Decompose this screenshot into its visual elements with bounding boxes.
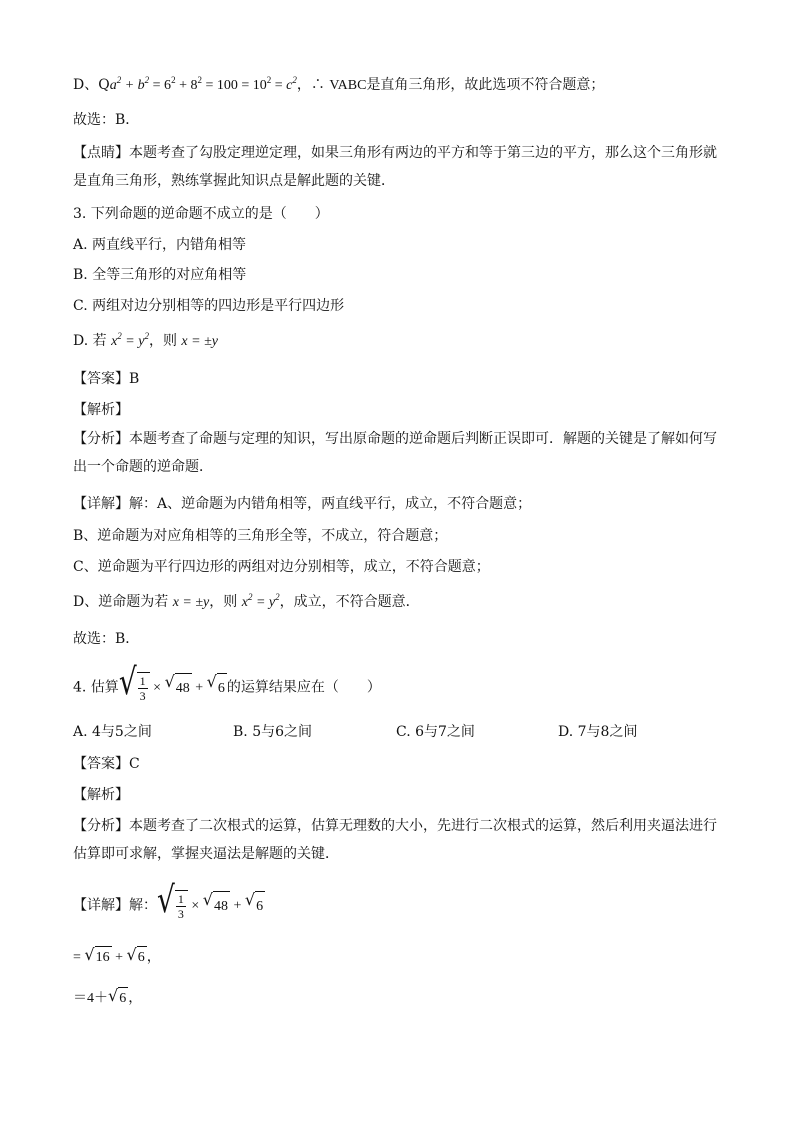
q4-stem-prefix: 4. 估算 <box>73 679 119 696</box>
math-x-pm-y-2: x = ±y <box>172 595 210 610</box>
math-x-pm-y: x = ±y <box>181 334 218 349</box>
math-c2: $c^2$ <box>286 75 297 93</box>
q3-xd-mid: ，则 <box>209 594 242 610</box>
q3-answer: 【答案】B <box>73 371 140 387</box>
prev-question-option-d <box>73 75 604 96</box>
q3-option-a: A. 两直线平行，内错角相等 <box>73 237 247 253</box>
q4-fenxi <box>73 812 723 868</box>
q3-d-mid: ，则 <box>148 333 182 349</box>
q3-xiangjie-a <box>73 494 531 514</box>
q3-xd-tail: ，成立，不符合题意． <box>279 594 420 610</box>
q4-xiangjie-label: 【详解】 <box>73 897 129 914</box>
math-x2-y2-2: $x^2 = y^2$ <box>241 592 280 610</box>
q3-jiexi: 【解析】 <box>73 402 129 418</box>
math-eq: = $6^2 + 8^2 = 100 = 10^2$ = <box>149 75 287 93</box>
math-plus: + <box>191 680 207 696</box>
sqrt-48-2: √ 48 <box>203 891 230 921</box>
q4-option-a: A. 4与5之间 <box>73 724 152 740</box>
sqrt-6: √ 6 <box>207 673 227 703</box>
q3-xd-prefix: D、逆命题为若 <box>73 594 173 610</box>
math-plus-2: + <box>229 898 245 914</box>
q4-stem <box>73 660 381 703</box>
math-x2-y2: $x^2 = y^2$ <box>111 331 149 349</box>
q4-answer: 【答案】C <box>73 756 140 772</box>
math-plus-3: + <box>111 950 127 965</box>
q4-options <box>73 722 723 742</box>
q3-fenxi <box>73 425 723 481</box>
q3-xiangjie-d <box>73 592 420 613</box>
sqrt-6-3: √ 6 <box>127 946 147 968</box>
q4-xiangjie-prefix: 解： <box>129 897 157 914</box>
q4-option-b: B. 5与6之间 <box>233 724 313 740</box>
q3-d-prefix: D. 若 <box>73 333 112 349</box>
q4-xiangjie <box>73 878 265 921</box>
q3-option-b: B. 全等三角形的对应角相等 <box>73 267 247 283</box>
q3-choose: 故选：B． <box>73 631 140 647</box>
option-d-tail: 是直角三角形，故此选项不符合题意； <box>366 77 605 93</box>
q4-step1 <box>73 946 161 968</box>
q4-option-d: D. 7与8之间 <box>558 724 638 740</box>
q4-stem-suffix: 的运算结果应在（ ） <box>226 679 381 696</box>
q3-fenxi-text: 本题考查了命题与定理的知识，写出原命题的逆命题后判断正误即可．解题的关键是了解如何写出一个命题的逆命题． <box>73 431 717 475</box>
math-times-2: × <box>187 898 203 914</box>
q3-option-c: C. 两组对边分别相等的四边形是平行四边形 <box>73 298 345 314</box>
q3-fenxi-label: 【分析】 <box>73 431 129 447</box>
q3-xiangjie-c: C、逆命题为平行四边形的两组对边分别相等，成立，不符合题意； <box>73 559 490 575</box>
q3-xiangjie-label: 【详解】 <box>73 496 129 512</box>
sqrt-6-4: √ 6 <box>108 987 128 1009</box>
q4-jiexi: 【解析】 <box>73 787 129 803</box>
triangle-symbol: VABC <box>329 78 367 93</box>
q3-xiangjie-a-text: 解：A、逆命题为内错角相等，两直线平行，成立，不符合题意； <box>129 496 532 512</box>
q4-step2-tail: ， <box>128 990 143 1006</box>
q3-option-d <box>73 331 218 352</box>
math-eq-step1: = <box>73 950 85 965</box>
dianjing-block <box>73 139 723 195</box>
math-a2-b2: $a^2 + b^2$ <box>109 75 150 93</box>
sqrt-6-2: √ 6 <box>245 891 265 921</box>
choose-b-prev: 故选：B． <box>73 112 140 128</box>
q4-fenxi-label: 【分析】 <box>73 818 129 834</box>
q3-stem: 3. 下列命题的逆命题不成立的是（ ） <box>73 206 329 222</box>
q4-step2 <box>73 987 142 1009</box>
sqrt-16: √ 16 <box>84 946 111 968</box>
option-d-suffix: ，∴ <box>296 77 330 93</box>
q4-option-c: C. 6与7之间 <box>396 724 475 740</box>
math-times: × <box>149 680 165 696</box>
sqrt-48: √ 48 <box>165 673 192 703</box>
sqrt-one-third-2: √ $\frac{1}{3}$ <box>157 890 188 921</box>
sqrt-one-third: √ $\frac{1}{3}$ <box>119 672 150 703</box>
q4-fenxi-text: 本题考查了二次根式的运算，估算无理数的大小，先进行二次根式的运算，然后利用夹逼法进行估算即可求解，掌握夹逼法是解题的关键． <box>73 818 717 862</box>
q3-xiangjie-b: B、逆命题为对应角相等的三角形全等，不成立，符合题意； <box>73 528 448 544</box>
option-d-prefix: D、Q <box>73 77 110 93</box>
dianjing-text: 本题考查了勾股定理逆定理，如果三角形有两边的平方和等于第三边的平方，那么这个三角形就是直角三角形，熟练掌握此知识点是解此题的关键． <box>73 145 717 189</box>
dianjing-label: 【点睛】 <box>73 145 129 161</box>
q4-step2-prefix: ＝4＋ <box>73 991 108 1006</box>
q4-step1-tail: ， <box>146 949 161 965</box>
